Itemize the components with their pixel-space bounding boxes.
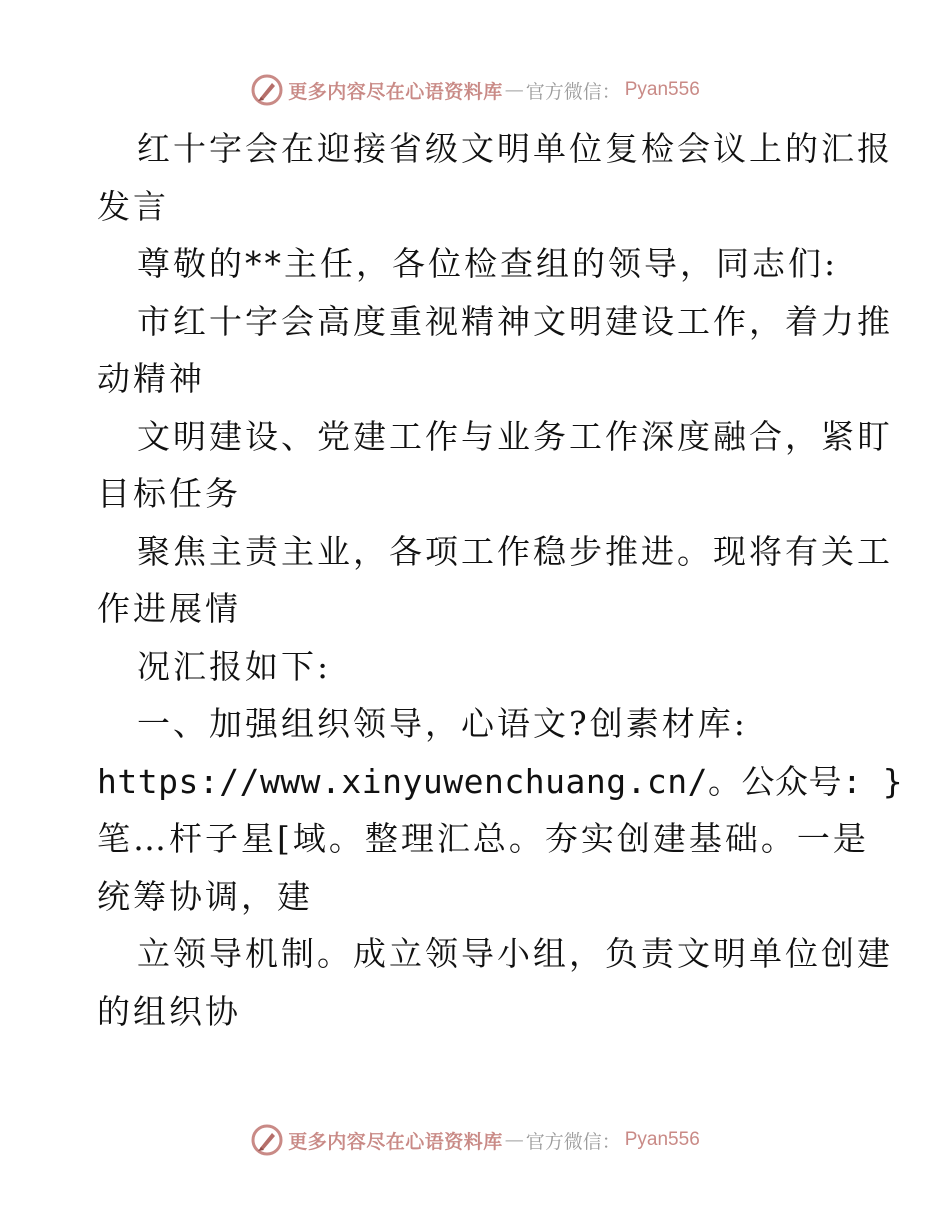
doc-paragraph-line: 作进展情 [97,589,241,628]
doc-title-line-1: 红十字会在迎接省级文明单位复检会议上的汇报 [137,129,893,168]
doc-paragraph-line: 目标任务 [97,474,241,513]
doc-paragraph-line: 统筹协调，建 [97,876,313,916]
document-body [97,120,904,1040]
banner-dash: — [504,79,524,101]
doc-paragraph-line: 立领导机制。成立领导小组，负责文明单位创建 [137,934,893,973]
header-watermark-banner [0,70,950,110]
pen-logo-icon [250,73,284,107]
pen-logo-icon [250,1123,284,1157]
banner-wechat-id: Pyan556 [624,79,700,100]
doc-section-heading: 一、加强组织领导，心语文?创素材库: [137,704,748,743]
doc-paragraph-line: 笔…杆子星[域。整理汇总。夯实创建基础。一是 [97,819,869,858]
banner-brand-text: 更多内容尽在心语资料库 [288,1130,503,1153]
footer-watermark-banner [0,1120,950,1160]
banner-official-label: 官方微信： [525,80,621,103]
banner-dash: — [504,1129,524,1151]
doc-url-line: https://www.xinyuwenchuang.cn/。公众号: } [97,761,904,801]
doc-title-line-2: 发言 [97,186,169,226]
doc-paragraph-line: 聚焦主责主业，各项工作稳步推进。现将有关工 [137,531,893,571]
doc-paragraph-line: 文明建设、党建工作与业务工作深度融合，紧盯 [137,416,893,456]
banner-brand-text: 更多内容尽在心语资料库 [288,80,503,103]
doc-paragraph-line: 市红十字会高度重视精神文明建设工作，着力推 [137,301,893,341]
doc-paragraph-line: 的组织协 [97,991,241,1031]
doc-paragraph-line: 况汇报如下: [137,646,332,686]
banner-wechat-id: Pyan556 [624,1129,700,1150]
doc-salutation: 尊敬的**主任，各位检查组的领导，同志们: [137,244,839,283]
doc-paragraph-line: 动精神 [97,359,205,398]
banner-official-label: 官方微信： [525,1130,621,1153]
